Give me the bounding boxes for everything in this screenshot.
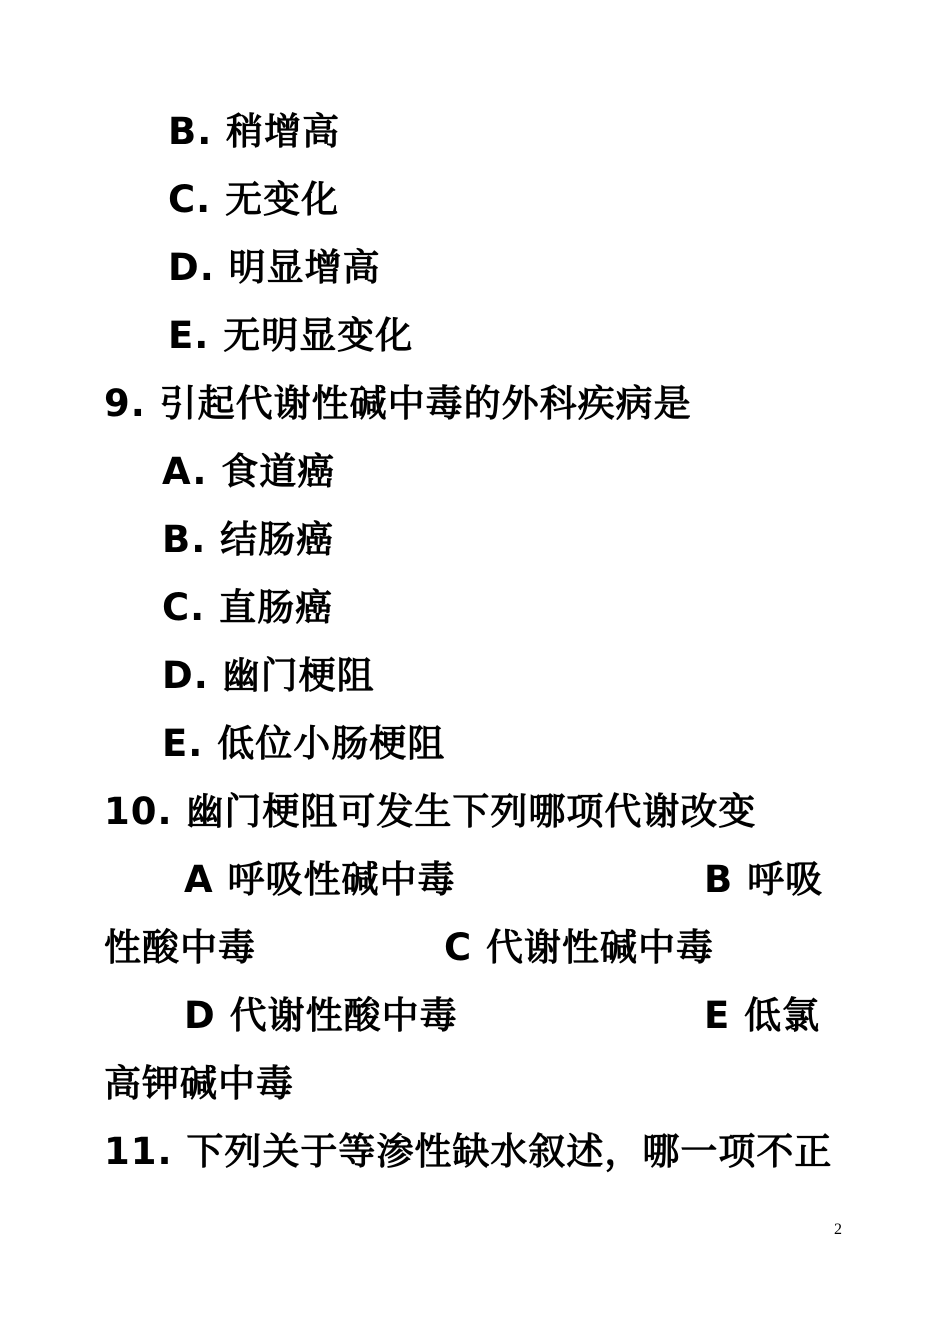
- q10-option-b-end: 性酸中毒: [104, 926, 256, 969]
- option-d-line: D. 明显增高: [168, 246, 381, 289]
- question-11-line: 11. 下列关于等渗性缺水叙述，哪一项不正: [104, 1130, 833, 1173]
- q10-option-d: D 代谢性酸中毒: [184, 994, 458, 1037]
- q10-option-c: C 代谢性碱中毒: [444, 926, 715, 969]
- option-b-line: B. 稍增高: [168, 110, 341, 153]
- option-c-line: C. 无变化: [168, 178, 340, 221]
- q9-option-a: A. 食道癌: [162, 450, 336, 493]
- question-10-line: 10. 幽门梗阻可发生下列哪项代谢改变: [104, 790, 757, 833]
- q9-option-b: B. 结肠癌: [162, 518, 335, 561]
- q10-option-e-start: E 低氯: [704, 994, 821, 1037]
- question-9-line: 9. 引起代谢性碱中毒的外科疾病是: [104, 382, 692, 425]
- option-e-line: E. 无明显变化: [168, 314, 414, 357]
- q10-option-b-start: B 呼吸: [704, 858, 824, 901]
- q9-option-e: E. 低位小肠梗阻: [162, 722, 446, 765]
- q9-option-c: C. 直肠癌: [162, 586, 334, 629]
- q9-option-d: D. 幽门梗阻: [162, 654, 375, 697]
- page-number: 2: [834, 1221, 842, 1238]
- q10-option-e-end: 高钾碱中毒: [104, 1062, 294, 1105]
- q10-option-a: A 呼吸性碱中毒: [184, 858, 456, 901]
